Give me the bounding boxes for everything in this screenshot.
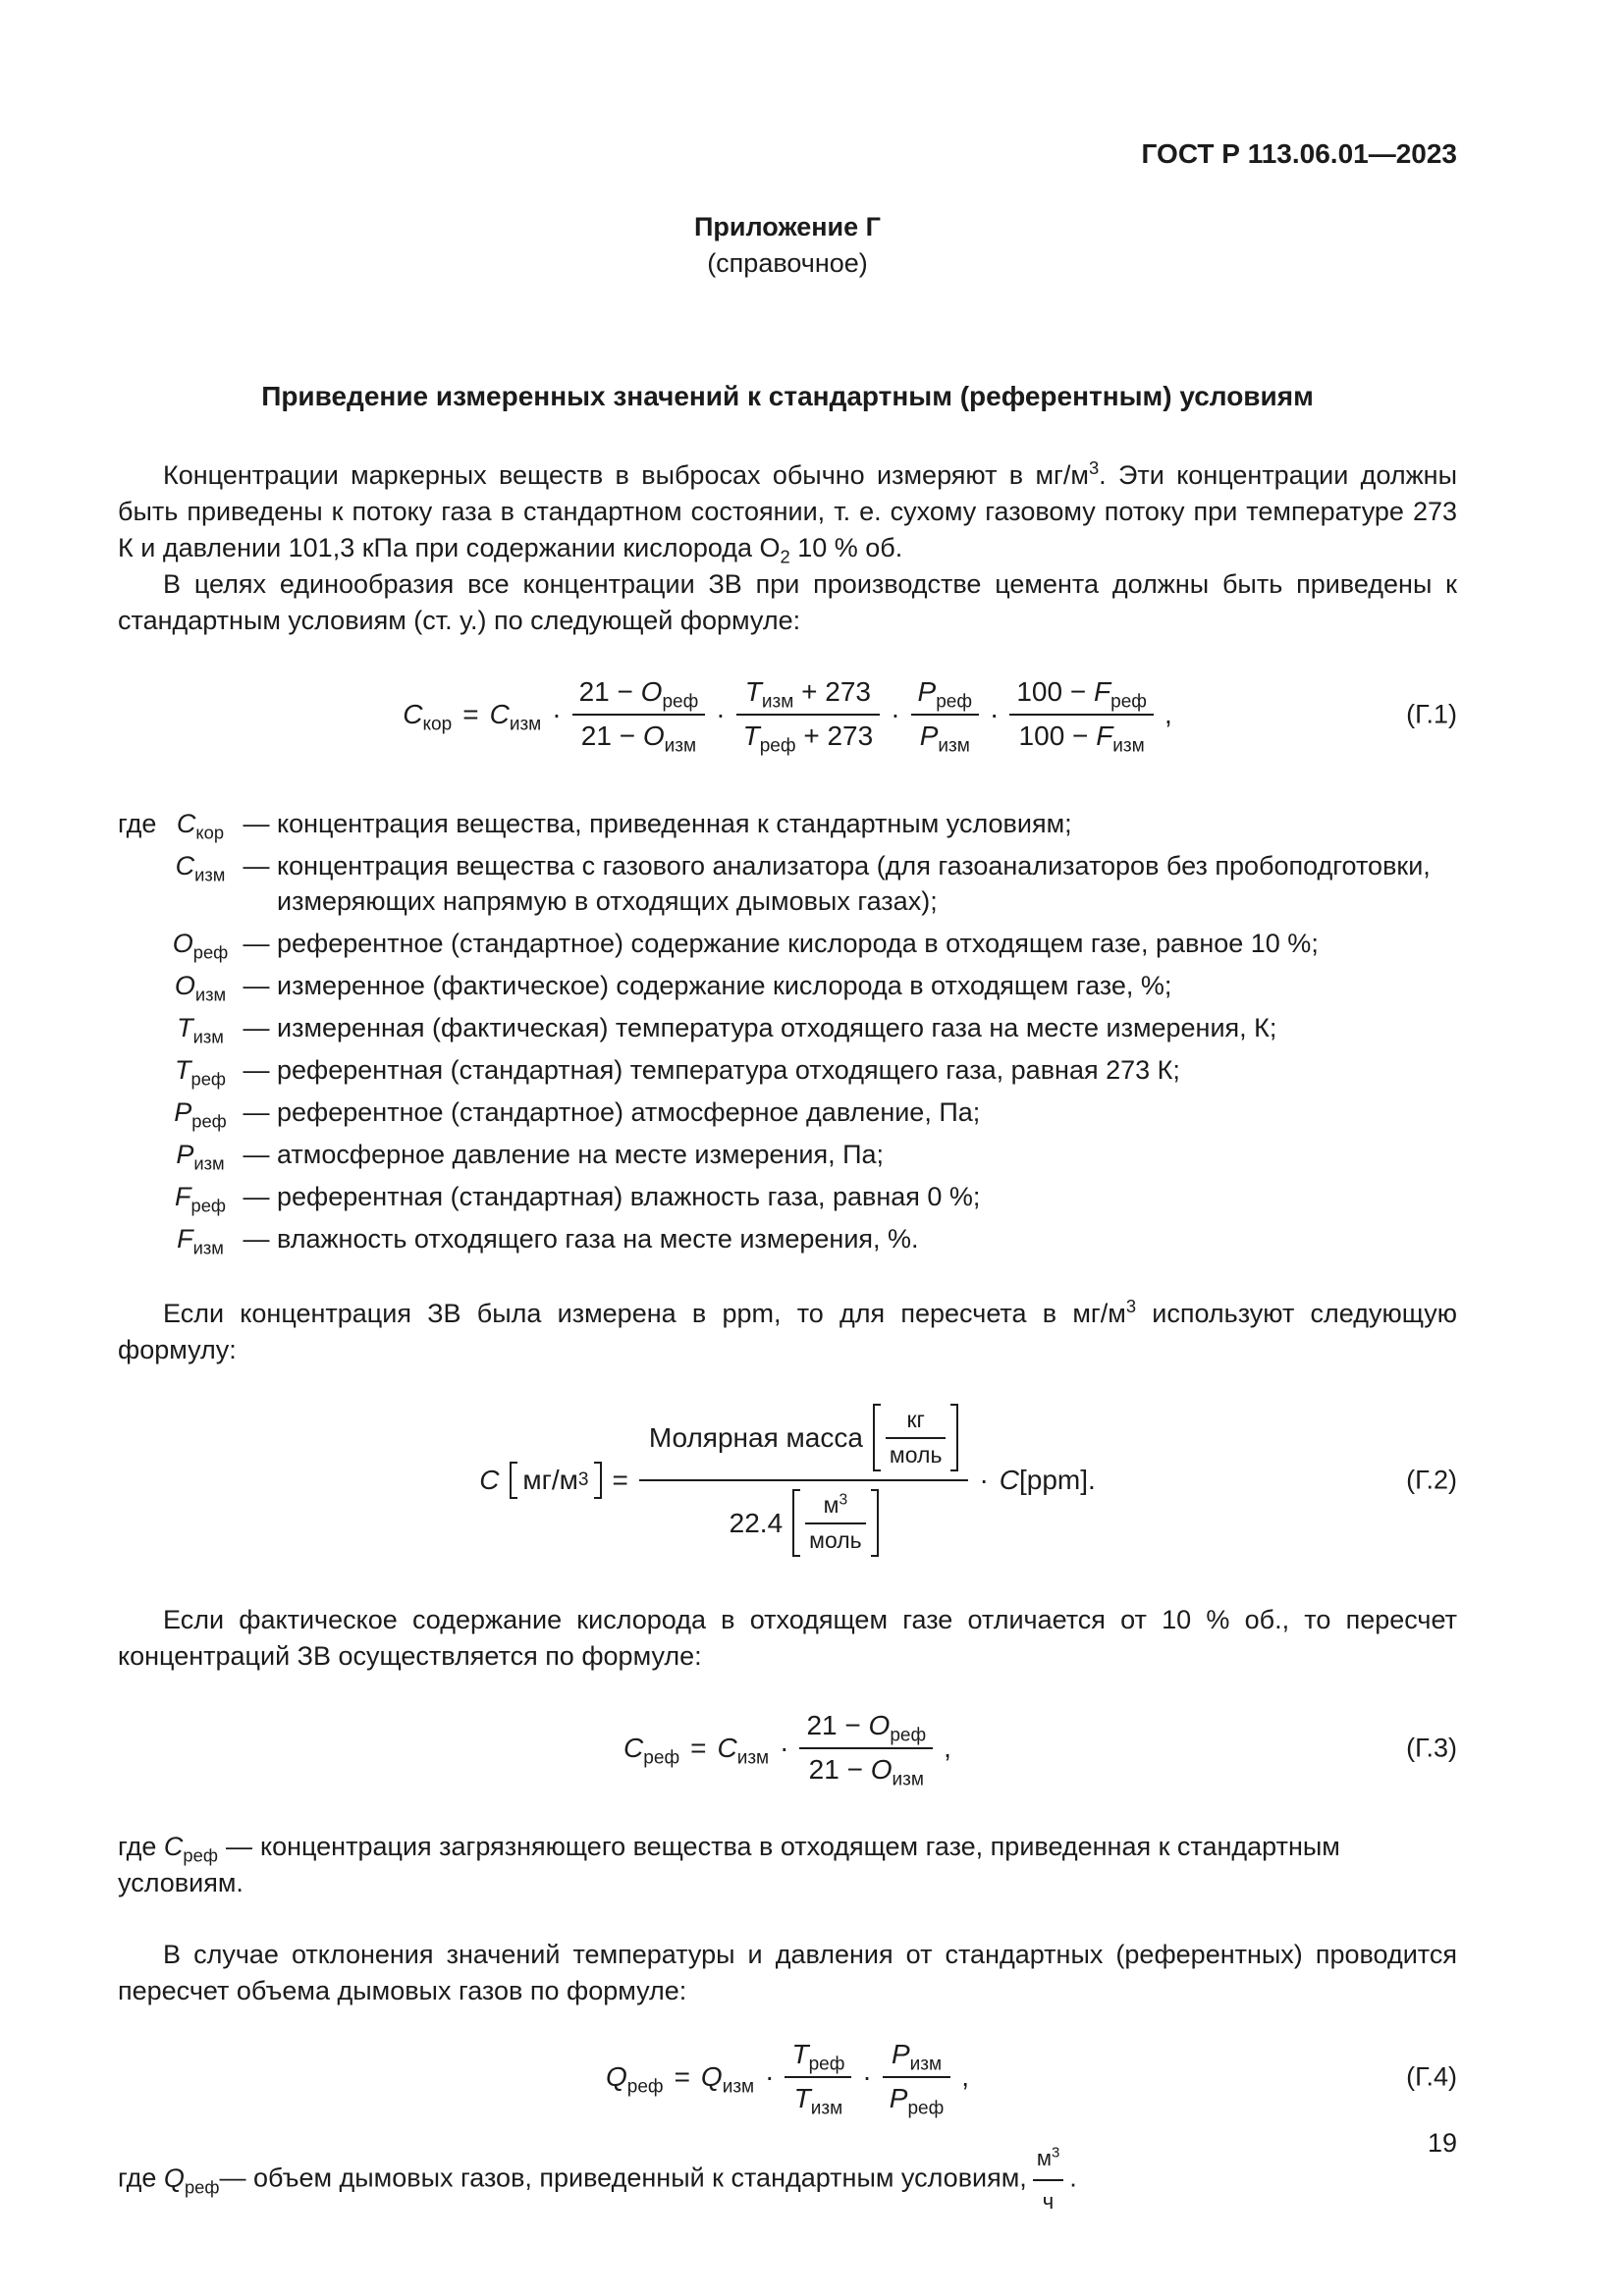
- def-text: концентрация вещества, приведенная к стандартным условиям;: [277, 809, 1072, 838]
- formula-g4-label: (Г.4): [1406, 2061, 1457, 2091]
- section-title: Приведение измеренных значений к стандартным (референтным) условиям: [261, 381, 1314, 411]
- m3-per-hour-fraction: $\frac{м^3}{ч}$: [1033, 2140, 1063, 2219]
- def-symbol: $F_{изм}$: [177, 1224, 224, 1258]
- multiply-sign: ·: [891, 698, 900, 729]
- def-dash: —: [243, 1182, 270, 1211]
- def-symbol: $O_{изм}$: [174, 971, 227, 1005]
- formula-g1: [118, 676, 1457, 757]
- doc-header: [118, 137, 1457, 170]
- def-text: концентрация вещества с газового анализатора (для газоанализаторов без пробоподготовки, измеряющих напрямую в отходящих дымовых газах);: [277, 851, 1431, 916]
- formula-g3-lhs: $C_{реф}$: [623, 1732, 680, 1769]
- appendix-name: Приложение Г: [694, 212, 881, 241]
- def-text: референтное (стандартное) атмосферное давление, Па;: [277, 1097, 981, 1127]
- left-bracket: [873, 1404, 881, 1471]
- def-text: референтная (стандартная) влажность газа, равная 0 %;: [277, 1182, 981, 1211]
- period: .: [1069, 2163, 1077, 2193]
- def-symbol: $T_{реф}$: [174, 1055, 227, 1090]
- where-g3-text: концентрация загрязняющего вещества в отходящем газе, приведенная к стандартным условиям.: [118, 1832, 1340, 1897]
- def-dash: —: [243, 1013, 270, 1042]
- def-text: референтное (стандартное) содержание кислорода в отходящем газе, равное 10 %;: [277, 929, 1319, 958]
- molar-mass-fraction: [639, 1402, 969, 1559]
- def-symbol: $C_{кор}$: [176, 809, 225, 843]
- paragraph-volume-recalc: В случае отклонения значений температуры и давления от стандартных (референтных) проводится пересчет объема дымовых газов по формуле:: [118, 1940, 1457, 2005]
- def-text: атмосферное давление на месте измерения, Па;: [277, 1140, 885, 1169]
- def-dash: —: [243, 1097, 270, 1127]
- unit-bracket-kg-mol: [873, 1404, 959, 1471]
- def-dash: —: [243, 929, 270, 958]
- formula-g2: [118, 1402, 1457, 1559]
- def-symbol: $P_{реф}$: [174, 1097, 227, 1132]
- paragraph-uniformity: В целях единообразия все концентрации ЗВ при производстве цемента должны быть приведены к стандартным условиям (ст. у.) по следующей формуле:: [118, 569, 1457, 635]
- def-symbol: $O_{реф}$: [172, 929, 229, 963]
- multiply-sign: ·: [716, 698, 726, 729]
- definitions-list: [118, 806, 1457, 1256]
- multiply-sign: ·: [862, 2060, 872, 2092]
- equals-sign: =: [612, 1465, 628, 1495]
- formula-g1-body: [403, 676, 1172, 757]
- formula-g3-measured: $C_{изм}$: [717, 1732, 770, 1769]
- def-symbol: $F_{реф}$: [174, 1182, 227, 1216]
- multiply-sign: ·: [780, 1732, 789, 1763]
- def-dash: —: [243, 1140, 270, 1169]
- comma: ,: [944, 1732, 951, 1763]
- paragraph-intro: Концентрации маркерных веществ в выбросах обычно измеряют в $мг/м^3$. Эти концентрации должны быть приведены к потоку газа в стандартном состоянии, т. е. сухому газовому потоку при температуре 273 К и давлении 101,3 кПа при содержании кислорода $О_2$ 10 % об.: [118, 457, 1457, 567]
- def-text: референтная (стандартная) температура отходящего газа, равная 273 К;: [277, 1055, 1180, 1085]
- formula-g2-body: [479, 1402, 1096, 1559]
- kg-per-mol-fraction: $\frac{кг}{\text{моль}}$: [886, 1407, 947, 1468]
- unit-bracket-mg-m3: мг/м 3: [510, 1462, 601, 1499]
- def-dash: —: [225, 1832, 252, 1861]
- paragraph-oxygen-deviation: Если фактическое содержание кислорода в отходящем газе отличается от 10 % об., то пересчет концентраций ЗВ осуществляется по формуле:: [118, 1605, 1457, 1671]
- superscript: 3: [1088, 457, 1100, 478]
- multiply-sign: ·: [990, 698, 1000, 729]
- formula-g3: [118, 1710, 1457, 1790]
- formula-g4-body: [605, 2039, 970, 2119]
- formula-g4: [118, 2039, 1457, 2119]
- where-label: где: [118, 809, 157, 838]
- fraction-oxygen: $\frac{21 - O_{реф}}{21 - O_{изм}}$: [572, 676, 706, 752]
- formula-g4-measured: $Q_{изм}$: [700, 2060, 755, 2098]
- where-g4-symbol: $Q_{реф}$: [163, 2163, 220, 2198]
- fraction-humidity: $\frac{100 - F_{реф}}{100 - F_{изм}}$: [1009, 676, 1154, 752]
- fraction-temperature: $\frac{T_{реф}}{T_{изм}}$: [785, 2039, 851, 2114]
- comma: ,: [1164, 698, 1172, 729]
- where-label: где: [118, 1832, 157, 1861]
- def-dash: —: [243, 851, 270, 881]
- where-g4: [118, 2140, 1457, 2219]
- right-bracket: [871, 1489, 879, 1557]
- doc-number: ГОСТ Р 113.06.01—2023: [1141, 138, 1457, 169]
- where-g4-text: объем дымовых газов, приведенный к стандартным условиям,: [252, 2163, 1027, 2193]
- def-text: влажность отходящего газа на месте измерения, %.: [277, 1224, 919, 1254]
- def-dash: —: [243, 971, 270, 1000]
- where-g3-symbol: $C_{реф}$: [163, 1832, 218, 1866]
- formula-g2-lhs: C: [479, 1465, 500, 1495]
- left-bracket: [792, 1489, 800, 1557]
- def-dash: —: [219, 2163, 246, 2193]
- formula-g1-measured: $C_{изм}$: [489, 698, 542, 735]
- def-dash: —: [243, 1055, 270, 1085]
- right-bracket: [950, 1404, 958, 1471]
- def-symbol: $C_{изм}$: [175, 851, 226, 885]
- formula-g2-label: (Г.2): [1406, 1465, 1457, 1495]
- def-symbol: $T_{изм}$: [177, 1013, 224, 1047]
- equals-sign: =: [674, 2060, 690, 2092]
- paragraph-ppm: Если концентрация ЗВ была измерена в ppm, то для пересчета в $мг/м^3$ используют следующую формулу:: [118, 1296, 1457, 1364]
- formula-g4-lhs: $Q_{реф}$: [605, 2060, 664, 2098]
- fraction-pressure: $\frac{P_{реф}}{P_{изм}}$: [911, 676, 980, 752]
- m3-per-mol-fraction: $\frac{м^3}{\text{моль}}$: [805, 1492, 866, 1554]
- def-dash: —: [243, 809, 270, 838]
- def-text: измеренная (фактическая) температура отходящего газа на месте измерения, К;: [277, 1013, 1277, 1042]
- where-label: где: [118, 2163, 157, 2193]
- formula-g1-label: (Г.1): [1406, 699, 1457, 728]
- formula-g3-body: [623, 1710, 951, 1790]
- fraction-temperature: $\frac{T_{изм} + 273}{T_{реф} + 273}$: [736, 676, 881, 752]
- appendix-type: (справочное): [707, 248, 868, 278]
- page-number: 19: [1427, 2128, 1457, 2158]
- left-bracket: [510, 1462, 517, 1499]
- def-text: измеренное (фактическое) содержание кислорода в отходящем газе, %;: [277, 971, 1172, 1000]
- subscript: 2: [780, 546, 790, 567]
- equals-sign: =: [462, 698, 479, 729]
- formula-g2-rhs: C[ppm].: [999, 1465, 1096, 1495]
- molar-volume-value: 22.4: [729, 1507, 784, 1538]
- molar-mass-text: Молярная масса: [648, 1421, 863, 1453]
- multiply-sign: ·: [979, 1465, 989, 1495]
- superscript: 3: [1125, 1296, 1137, 1316]
- fraction-pressure: $\frac{P_{изм}}{P_{реф}}$: [883, 2039, 951, 2114]
- where-g3: [118, 1829, 1457, 1901]
- right-bracket: [594, 1462, 602, 1499]
- formula-g3-label: (Г.3): [1406, 1733, 1457, 1762]
- formula-g1-lhs: $C_{кор}$: [403, 698, 453, 735]
- fraction-oxygen: $\frac{21 - O_{реф}}{21 - O_{изм}}$: [799, 1710, 933, 1786]
- appendix-block: [118, 209, 1457, 282]
- multiply-sign: ·: [552, 698, 562, 729]
- multiply-sign: ·: [765, 2060, 775, 2092]
- equals-sign: =: [690, 1732, 707, 1763]
- def-symbol: $P_{изм}$: [176, 1140, 225, 1174]
- unit-bracket-m3-mol: [792, 1489, 879, 1557]
- comma: ,: [961, 2060, 970, 2092]
- def-dash: —: [243, 1224, 270, 1254]
